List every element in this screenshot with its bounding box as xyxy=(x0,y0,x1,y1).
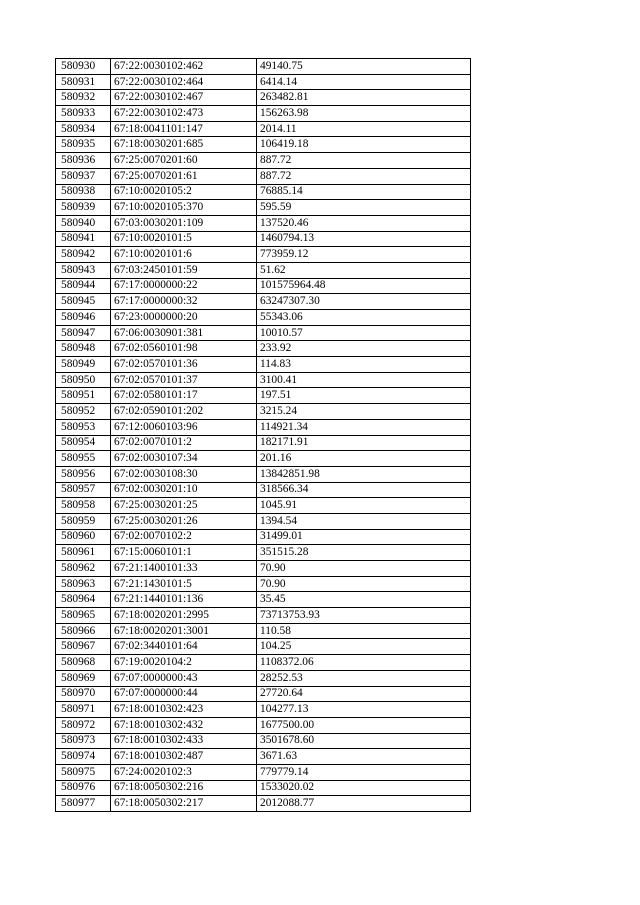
row-id-cell: 580951 xyxy=(56,388,111,404)
cadastral-number-cell: 67:07:0000000:43 xyxy=(111,670,257,686)
value-cell: 197.51 xyxy=(257,388,471,404)
row-id-cell: 580955 xyxy=(56,451,111,467)
value-cell: 70.90 xyxy=(257,576,471,592)
value-cell: 1533020.02 xyxy=(257,780,471,796)
value-cell: 1460794.13 xyxy=(257,231,471,247)
table-row xyxy=(56,780,471,796)
table-row xyxy=(56,686,471,702)
table-body xyxy=(56,59,471,812)
row-id-cell: 580976 xyxy=(56,780,111,796)
table-row xyxy=(56,372,471,388)
row-id-cell: 580943 xyxy=(56,262,111,278)
value-cell: 1677500.00 xyxy=(257,717,471,733)
table-row xyxy=(56,184,471,200)
table-row xyxy=(56,513,471,529)
table-row xyxy=(56,341,471,357)
row-id-cell: 580956 xyxy=(56,466,111,482)
cadastral-number-cell: 67:25:0030201:26 xyxy=(111,513,257,529)
row-id-cell: 580939 xyxy=(56,200,111,216)
cadastral-number-cell: 67:03:2450101:59 xyxy=(111,262,257,278)
table-row xyxy=(56,90,471,106)
cadastral-number-cell: 67:02:0570101:36 xyxy=(111,357,257,373)
row-id-cell: 580935 xyxy=(56,137,111,153)
cadastral-number-cell: 67:02:0030107:34 xyxy=(111,451,257,467)
table-row xyxy=(56,796,471,812)
value-cell: 55343.06 xyxy=(257,310,471,326)
row-id-cell: 580934 xyxy=(56,121,111,137)
row-id-cell: 580971 xyxy=(56,702,111,718)
value-cell: 10010.57 xyxy=(257,325,471,341)
value-cell: 779779.14 xyxy=(257,764,471,780)
row-id-cell: 580969 xyxy=(56,670,111,686)
row-id-cell: 580937 xyxy=(56,168,111,184)
cadastral-number-cell: 67:02:0590101:202 xyxy=(111,404,257,420)
table-row xyxy=(56,529,471,545)
table-row xyxy=(56,498,471,514)
cadastral-number-cell: 67:22:0030102:464 xyxy=(111,74,257,90)
table-row xyxy=(56,262,471,278)
value-cell: 201.16 xyxy=(257,451,471,467)
table-row xyxy=(56,419,471,435)
value-cell: 114.83 xyxy=(257,357,471,373)
value-cell: 1108372.06 xyxy=(257,655,471,671)
row-id-cell: 580933 xyxy=(56,106,111,122)
table-row xyxy=(56,702,471,718)
row-id-cell: 580974 xyxy=(56,749,111,765)
cadastral-number-cell: 67:17:0000000:32 xyxy=(111,294,257,310)
table-row xyxy=(56,670,471,686)
table-row xyxy=(56,59,471,75)
cadastral-number-cell: 67:10:0020101:5 xyxy=(111,231,257,247)
cadastral-number-cell: 67:18:0050302:216 xyxy=(111,780,257,796)
value-cell: 233.92 xyxy=(257,341,471,357)
cadastral-number-cell: 67:19:0020104:2 xyxy=(111,655,257,671)
row-id-cell: 580975 xyxy=(56,764,111,780)
cadastral-number-cell: 67:02:0030108:30 xyxy=(111,466,257,482)
cadastral-number-cell: 67:25:0030201:25 xyxy=(111,498,257,514)
cadastral-number-cell: 67:02:0560101:98 xyxy=(111,341,257,357)
table-row xyxy=(56,608,471,624)
row-id-cell: 580931 xyxy=(56,74,111,90)
value-cell: 73713753.93 xyxy=(257,608,471,624)
row-id-cell: 580972 xyxy=(56,717,111,733)
cadastral-number-cell: 67:10:0020101:6 xyxy=(111,247,257,263)
value-cell: 51.62 xyxy=(257,262,471,278)
value-cell: 35.45 xyxy=(257,592,471,608)
row-id-cell: 580965 xyxy=(56,608,111,624)
cadastral-number-cell: 67:02:0070102:2 xyxy=(111,529,257,545)
table-row xyxy=(56,153,471,169)
value-cell: 887.72 xyxy=(257,153,471,169)
row-id-cell: 580977 xyxy=(56,796,111,812)
value-cell: 1394.54 xyxy=(257,513,471,529)
row-id-cell: 580947 xyxy=(56,325,111,341)
table-row xyxy=(56,545,471,561)
table-row xyxy=(56,310,471,326)
cadastral-number-cell: 67:21:1440101:136 xyxy=(111,592,257,608)
value-cell: 63247307.30 xyxy=(257,294,471,310)
cadastral-number-cell: 67:02:0570101:37 xyxy=(111,372,257,388)
value-cell: 106419.18 xyxy=(257,137,471,153)
value-cell: 104.25 xyxy=(257,639,471,655)
row-id-cell: 580959 xyxy=(56,513,111,529)
row-id-cell: 580946 xyxy=(56,310,111,326)
row-id-cell: 580944 xyxy=(56,278,111,294)
cadastral-number-cell: 67:22:0030102:473 xyxy=(111,106,257,122)
table-row xyxy=(56,247,471,263)
value-cell: 2014.11 xyxy=(257,121,471,137)
cadastral-number-cell: 67:23:0000000:20 xyxy=(111,310,257,326)
table-row xyxy=(56,357,471,373)
value-cell: 6414.14 xyxy=(257,74,471,90)
value-cell: 1045.91 xyxy=(257,498,471,514)
row-id-cell: 580967 xyxy=(56,639,111,655)
value-cell: 70.90 xyxy=(257,561,471,577)
row-id-cell: 580940 xyxy=(56,215,111,231)
table-row xyxy=(56,294,471,310)
table-row xyxy=(56,733,471,749)
value-cell: 27720.64 xyxy=(257,686,471,702)
cadastral-number-cell: 67:17:0000000:22 xyxy=(111,278,257,294)
row-id-cell: 580970 xyxy=(56,686,111,702)
table-row xyxy=(56,74,471,90)
cadastral-number-cell: 67:24:0020102:3 xyxy=(111,764,257,780)
row-id-cell: 580966 xyxy=(56,623,111,639)
cadastral-number-cell: 67:02:0030201:10 xyxy=(111,482,257,498)
cadastral-number-cell: 67:25:0070201:60 xyxy=(111,153,257,169)
row-id-cell: 580953 xyxy=(56,419,111,435)
value-cell: 49140.75 xyxy=(257,59,471,75)
table-row xyxy=(56,592,471,608)
cadastral-number-cell: 67:18:0010302:423 xyxy=(111,702,257,718)
cadastral-number-cell: 67:21:1400101:33 xyxy=(111,561,257,577)
value-cell: 773959.12 xyxy=(257,247,471,263)
table-row xyxy=(56,623,471,639)
row-id-cell: 580973 xyxy=(56,733,111,749)
cadastral-number-cell: 67:18:0050302:217 xyxy=(111,796,257,812)
value-cell: 3100.41 xyxy=(257,372,471,388)
value-cell: 104277.13 xyxy=(257,702,471,718)
row-id-cell: 580961 xyxy=(56,545,111,561)
row-id-cell: 580963 xyxy=(56,576,111,592)
cadastral-number-cell: 67:03:0030201:109 xyxy=(111,215,257,231)
value-cell: 137520.46 xyxy=(257,215,471,231)
value-cell: 3215.24 xyxy=(257,404,471,420)
table-row xyxy=(56,325,471,341)
cadastral-number-cell: 67:10:0020105:370 xyxy=(111,200,257,216)
cadastral-number-cell: 67:22:0030102:467 xyxy=(111,90,257,106)
cadastral-number-cell: 67:15:0060101:1 xyxy=(111,545,257,561)
value-cell: 156263.98 xyxy=(257,106,471,122)
value-cell: 351515.28 xyxy=(257,545,471,561)
value-cell: 182171.91 xyxy=(257,435,471,451)
row-id-cell: 580945 xyxy=(56,294,111,310)
cadastral-number-cell: 67:18:0010302:432 xyxy=(111,717,257,733)
row-id-cell: 580936 xyxy=(56,153,111,169)
cadastral-number-cell: 67:18:0010302:433 xyxy=(111,733,257,749)
value-cell: 595.59 xyxy=(257,200,471,216)
value-cell: 318566.34 xyxy=(257,482,471,498)
row-id-cell: 580964 xyxy=(56,592,111,608)
table-row xyxy=(56,561,471,577)
cadastral-number-cell: 67:02:0580101:17 xyxy=(111,388,257,404)
table-row xyxy=(56,215,471,231)
cadastral-number-cell: 67:18:0020201:2995 xyxy=(111,608,257,624)
table-row xyxy=(56,168,471,184)
value-cell: 263482.81 xyxy=(257,90,471,106)
cadastral-number-cell: 67:06:0030901:381 xyxy=(111,325,257,341)
table-row xyxy=(56,749,471,765)
row-id-cell: 580941 xyxy=(56,231,111,247)
value-cell: 110.58 xyxy=(257,623,471,639)
value-cell: 2012088.77 xyxy=(257,796,471,812)
row-id-cell: 580938 xyxy=(56,184,111,200)
row-id-cell: 580950 xyxy=(56,372,111,388)
row-id-cell: 580962 xyxy=(56,561,111,577)
row-id-cell: 580932 xyxy=(56,90,111,106)
row-id-cell: 580954 xyxy=(56,435,111,451)
value-cell: 114921.34 xyxy=(257,419,471,435)
value-cell: 28252.53 xyxy=(257,670,471,686)
table-row xyxy=(56,451,471,467)
table-row xyxy=(56,576,471,592)
table-row xyxy=(56,106,471,122)
row-id-cell: 580948 xyxy=(56,341,111,357)
value-cell: 76885.14 xyxy=(257,184,471,200)
cadastral-number-cell: 67:18:0010302:487 xyxy=(111,749,257,765)
value-cell: 3671.63 xyxy=(257,749,471,765)
value-cell: 13842851.98 xyxy=(257,466,471,482)
row-id-cell: 580960 xyxy=(56,529,111,545)
table-row xyxy=(56,482,471,498)
table-row xyxy=(56,137,471,153)
cadastral-number-cell: 67:18:0041101:147 xyxy=(111,121,257,137)
table-row xyxy=(56,278,471,294)
cadastral-number-cell: 67:02:0070101:2 xyxy=(111,435,257,451)
table-row xyxy=(56,639,471,655)
cadastral-number-cell: 67:18:0030201:685 xyxy=(111,137,257,153)
value-cell: 887.72 xyxy=(257,168,471,184)
table-row xyxy=(56,435,471,451)
table-row xyxy=(56,388,471,404)
table-row xyxy=(56,231,471,247)
row-id-cell: 580930 xyxy=(56,59,111,75)
cadastral-number-cell: 67:12:0060103:96 xyxy=(111,419,257,435)
table-row xyxy=(56,404,471,420)
row-id-cell: 580952 xyxy=(56,404,111,420)
cadastral-number-cell: 67:22:0030102:462 xyxy=(111,59,257,75)
row-id-cell: 580968 xyxy=(56,655,111,671)
cadastral-number-cell: 67:18:0020201:3001 xyxy=(111,623,257,639)
cadastral-number-cell: 67:07:0000000:44 xyxy=(111,686,257,702)
table-row xyxy=(56,200,471,216)
row-id-cell: 580942 xyxy=(56,247,111,263)
cadastral-number-cell: 67:21:1430101:5 xyxy=(111,576,257,592)
table-row xyxy=(56,655,471,671)
table-row xyxy=(56,121,471,137)
row-id-cell: 580949 xyxy=(56,357,111,373)
table-row xyxy=(56,466,471,482)
value-cell: 3501678.60 xyxy=(257,733,471,749)
table-row xyxy=(56,717,471,733)
value-cell: 31499.01 xyxy=(257,529,471,545)
row-id-cell: 580957 xyxy=(56,482,111,498)
value-cell: 101575964.48 xyxy=(257,278,471,294)
cadastral-value-table xyxy=(55,58,471,812)
row-id-cell: 580958 xyxy=(56,498,111,514)
table-row xyxy=(56,764,471,780)
cadastral-number-cell: 67:02:3440101:64 xyxy=(111,639,257,655)
cadastral-number-cell: 67:10:0020105:2 xyxy=(111,184,257,200)
cadastral-number-cell: 67:25:0070201:61 xyxy=(111,168,257,184)
